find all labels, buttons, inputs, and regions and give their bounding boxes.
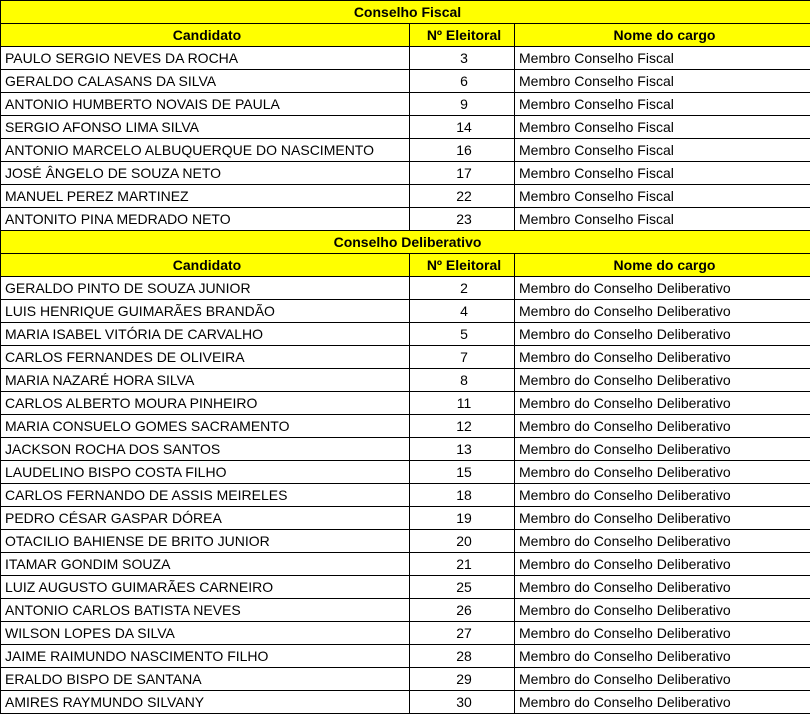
sheet-body bbox=[1, 1, 810, 714]
role-name-cell: Membro do Conselho Deliberativo bbox=[515, 691, 810, 714]
candidate-name-cell: PEDRO CÉSAR GASPAR DÓREA bbox=[1, 507, 410, 530]
table-row bbox=[1, 116, 810, 139]
table-row bbox=[1, 369, 810, 392]
candidate-name-cell: ANTONIO CARLOS BATISTA NEVES bbox=[1, 599, 410, 622]
section-title: Conselho Fiscal bbox=[1, 1, 810, 24]
role-name-cell: Membro Conselho Fiscal bbox=[515, 139, 810, 162]
table-row bbox=[1, 553, 810, 576]
role-name-cell: Membro do Conselho Deliberativo bbox=[515, 484, 810, 507]
electoral-number-cell: 11 bbox=[410, 392, 515, 415]
table-row bbox=[1, 300, 810, 323]
table-row bbox=[1, 346, 810, 369]
role-name-cell: Membro do Conselho Deliberativo bbox=[515, 461, 810, 484]
electoral-number-cell: 6 bbox=[410, 70, 515, 93]
electoral-number-cell: 21 bbox=[410, 553, 515, 576]
electoral-number-cell: 25 bbox=[410, 576, 515, 599]
role-name-cell: Membro do Conselho Deliberativo bbox=[515, 300, 810, 323]
candidate-name-cell: ITAMAR GONDIM SOUZA bbox=[1, 553, 410, 576]
electoral-number-cell: 4 bbox=[410, 300, 515, 323]
electoral-number-cell: 5 bbox=[410, 323, 515, 346]
role-name-cell: Membro Conselho Fiscal bbox=[515, 185, 810, 208]
table-row bbox=[1, 461, 810, 484]
candidate-name-cell: JACKSON ROCHA DOS SANTOS bbox=[1, 438, 410, 461]
table-row bbox=[1, 93, 810, 116]
role-name-cell: Membro do Conselho Deliberativo bbox=[515, 668, 810, 691]
table-row bbox=[1, 484, 810, 507]
candidate-name-cell: LAUDELINO BISPO COSTA FILHO bbox=[1, 461, 410, 484]
candidate-name-cell: GERALDO CALASANS DA SILVA bbox=[1, 70, 410, 93]
role-name-cell: Membro Conselho Fiscal bbox=[515, 47, 810, 70]
role-name-cell: Membro Conselho Fiscal bbox=[515, 116, 810, 139]
table-row bbox=[1, 691, 810, 714]
electoral-number-cell: 26 bbox=[410, 599, 515, 622]
role-name-cell: Membro do Conselho Deliberativo bbox=[515, 323, 810, 346]
candidate-name-cell: ANTONITO PINA MEDRADO NETO bbox=[1, 208, 410, 231]
electoral-number-cell: 14 bbox=[410, 116, 515, 139]
table-row bbox=[1, 277, 810, 300]
candidate-name-cell: CARLOS ALBERTO MOURA PINHEIRO bbox=[1, 392, 410, 415]
electoral-number-cell: 29 bbox=[410, 668, 515, 691]
electoral-number-cell: 20 bbox=[410, 530, 515, 553]
column-header-row bbox=[1, 24, 810, 47]
section-title: Conselho Deliberativo bbox=[1, 231, 810, 254]
table-row bbox=[1, 622, 810, 645]
electoral-number-cell: 8 bbox=[410, 369, 515, 392]
column-header-row bbox=[1, 254, 810, 277]
electoral-number-cell: 17 bbox=[410, 162, 515, 185]
candidate-name-cell: MARIA CONSUELO GOMES SACRAMENTO bbox=[1, 415, 410, 438]
role-name-cell: Membro do Conselho Deliberativo bbox=[515, 530, 810, 553]
role-name-cell: Membro do Conselho Deliberativo bbox=[515, 599, 810, 622]
candidate-name-cell: ERALDO BISPO DE SANTANA bbox=[1, 668, 410, 691]
electoral-number-cell: 9 bbox=[410, 93, 515, 116]
electoral-number-cell: 3 bbox=[410, 47, 515, 70]
table-row bbox=[1, 323, 810, 346]
candidate-name-cell: MARIA NAZARÉ HORA SILVA bbox=[1, 369, 410, 392]
role-name-cell: Membro do Conselho Deliberativo bbox=[515, 369, 810, 392]
role-name-cell: Membro do Conselho Deliberativo bbox=[515, 507, 810, 530]
role-name-cell: Membro Conselho Fiscal bbox=[515, 162, 810, 185]
role-name-cell: Membro do Conselho Deliberativo bbox=[515, 645, 810, 668]
candidate-name-cell: ANTONIO MARCELO ALBUQUERQUE DO NASCIMENTO bbox=[1, 139, 410, 162]
table-row bbox=[1, 599, 810, 622]
role-name-cell: Membro Conselho Fiscal bbox=[515, 70, 810, 93]
candidate-name-cell: CARLOS FERNANDO DE ASSIS MEIRELES bbox=[1, 484, 410, 507]
electoral-number-cell: 7 bbox=[410, 346, 515, 369]
table-row bbox=[1, 162, 810, 185]
table-row bbox=[1, 530, 810, 553]
electoral-number-cell: 23 bbox=[410, 208, 515, 231]
candidate-name-cell: PAULO SERGIO NEVES DA ROCHA bbox=[1, 47, 410, 70]
candidate-name-cell: WILSON LOPES DA SILVA bbox=[1, 622, 410, 645]
role-name-cell: Membro Conselho Fiscal bbox=[515, 208, 810, 231]
electoral-number-cell: 18 bbox=[410, 484, 515, 507]
header-nome-do-cargo: Nome do cargo bbox=[515, 254, 810, 277]
candidate-name-cell: LUIZ AUGUSTO GUIMARÃES CARNEIRO bbox=[1, 576, 410, 599]
section-title-row bbox=[1, 1, 810, 24]
candidate-name-cell: OTACILIO BAHIENSE DE BRITO JUNIOR bbox=[1, 530, 410, 553]
electoral-number-cell: 28 bbox=[410, 645, 515, 668]
role-name-cell: Membro do Conselho Deliberativo bbox=[515, 346, 810, 369]
table-row bbox=[1, 507, 810, 530]
header-candidato: Candidato bbox=[1, 24, 410, 47]
candidate-name-cell: GERALDO PINTO DE SOUZA JUNIOR bbox=[1, 277, 410, 300]
table-row bbox=[1, 139, 810, 162]
header-numero-eleitoral: Nº Eleitoral bbox=[410, 24, 515, 47]
role-name-cell: Membro do Conselho Deliberativo bbox=[515, 277, 810, 300]
role-name-cell: Membro do Conselho Deliberativo bbox=[515, 438, 810, 461]
candidate-name-cell: ANTONIO HUMBERTO NOVAIS DE PAULA bbox=[1, 93, 410, 116]
table-row bbox=[1, 208, 810, 231]
header-numero-eleitoral: Nº Eleitoral bbox=[410, 254, 515, 277]
header-nome-do-cargo: Nome do cargo bbox=[515, 24, 810, 47]
candidate-name-cell: SERGIO AFONSO LIMA SILVA bbox=[1, 116, 410, 139]
role-name-cell: Membro Conselho Fiscal bbox=[515, 93, 810, 116]
table-row bbox=[1, 47, 810, 70]
electoral-number-cell: 12 bbox=[410, 415, 515, 438]
table-row bbox=[1, 392, 810, 415]
electoral-number-cell: 13 bbox=[410, 438, 515, 461]
candidate-name-cell: AMIRES RAYMUNDO SILVANY bbox=[1, 691, 410, 714]
table-row bbox=[1, 576, 810, 599]
role-name-cell: Membro do Conselho Deliberativo bbox=[515, 392, 810, 415]
electoral-number-cell: 22 bbox=[410, 185, 515, 208]
role-name-cell: Membro do Conselho Deliberativo bbox=[515, 553, 810, 576]
section-title-row bbox=[1, 231, 810, 254]
header-candidato: Candidato bbox=[1, 254, 410, 277]
candidate-name-cell: MARIA ISABEL VITÓRIA DE CARVALHO bbox=[1, 323, 410, 346]
candidate-name-cell: JOSÉ ÂNGELO DE SOUZA NETO bbox=[1, 162, 410, 185]
electoral-number-cell: 2 bbox=[410, 277, 515, 300]
candidate-name-cell: JAIME RAIMUNDO NASCIMENTO FILHO bbox=[1, 645, 410, 668]
electoral-number-cell: 30 bbox=[410, 691, 515, 714]
role-name-cell: Membro do Conselho Deliberativo bbox=[515, 576, 810, 599]
electoral-number-cell: 19 bbox=[410, 507, 515, 530]
candidate-name-cell: CARLOS FERNANDES DE OLIVEIRA bbox=[1, 346, 410, 369]
candidate-name-cell: MANUEL PEREZ MARTINEZ bbox=[1, 185, 410, 208]
table-row bbox=[1, 645, 810, 668]
table-row bbox=[1, 668, 810, 691]
table-row bbox=[1, 185, 810, 208]
table-row bbox=[1, 438, 810, 461]
table-row bbox=[1, 415, 810, 438]
role-name-cell: Membro do Conselho Deliberativo bbox=[515, 415, 810, 438]
table-row bbox=[1, 70, 810, 93]
electoral-number-cell: 15 bbox=[410, 461, 515, 484]
electoral-number-cell: 16 bbox=[410, 139, 515, 162]
role-name-cell: Membro do Conselho Deliberativo bbox=[515, 622, 810, 645]
candidate-name-cell: LUIS HENRIQUE GUIMARÃES BRANDÃO bbox=[1, 300, 410, 323]
electoral-number-cell: 27 bbox=[410, 622, 515, 645]
